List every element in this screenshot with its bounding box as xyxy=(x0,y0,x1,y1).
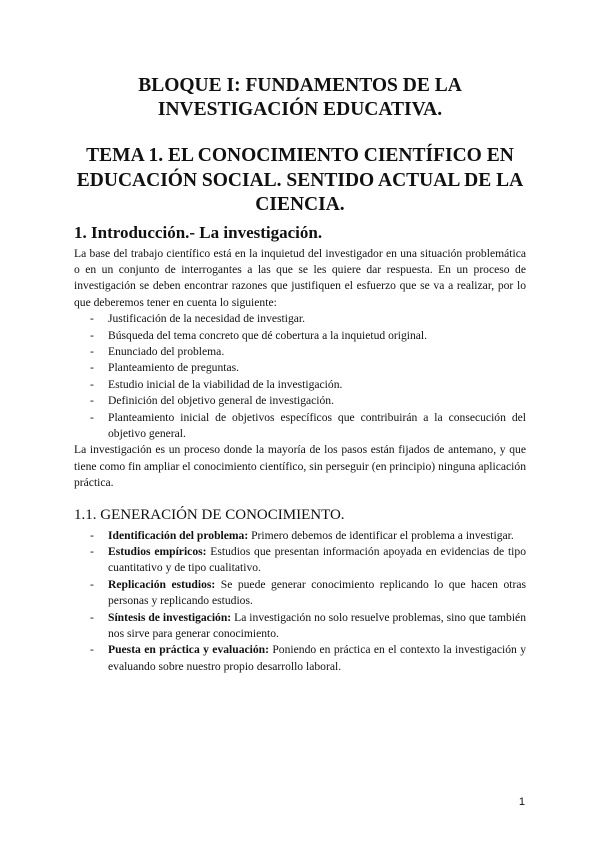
term-label: Estudios empíricos: xyxy=(108,545,207,558)
steps-list xyxy=(74,311,526,442)
tema-title-line-1: TEMA 1. EL CONOCIMIENTO CIENTÍFICO EN xyxy=(86,145,514,166)
term-description: Primero debemos de identificar el problema a investigar. xyxy=(248,528,514,542)
tema-title-line-3: CIENCIA. xyxy=(255,194,345,215)
list-item: - Planteamiento inicial de objetivos específicos que contribuirán a la consecución del objetivo general. xyxy=(74,410,526,443)
list-item xyxy=(74,528,526,544)
list-item xyxy=(74,642,526,675)
intro-paragraph: La base del trabajo científico está en la inquietud del investigador en una situación problemática o en un conjunto de interrogantes a las que se les quiere dar respuesta. En un proceso de investigación se deben encontrar razones que justifiquen el esfuerzo que se va a realizar, por lo que deberemos tener en cuenta lo siguiente: xyxy=(74,246,526,309)
term-description: Poniendo en práctica en el contexto la investigación y evaluando sobre nuestro propio desarrollo laboral. xyxy=(108,643,526,673)
knowledge-list xyxy=(74,528,526,676)
term-description: La investigación no solo resuelve problemas, sino que también nos sirve para generar conocimiento. xyxy=(108,610,526,641)
list-item: - Definición del objetivo general de investigación. xyxy=(74,393,526,409)
term-label: Identificación del problema: xyxy=(108,528,249,542)
closing-paragraph: La investigación es un proceso donde la mayoría de los pasos están fijados de antemano, y que tiene como fin ampliar el conocimiento científico, sin perseguir (en principio) ninguna aplicación práctica. xyxy=(74,443,526,490)
list-item: - Estudio inicial de la viabilidad de la investigación. xyxy=(74,377,526,393)
tema-title xyxy=(74,144,526,218)
list-item xyxy=(74,577,526,610)
list-item: - Enunciado del problema. xyxy=(74,344,526,360)
term-description: Estudios que presentan información apoyada en evidencias de tipo cuantitativo y de tipo cualitativo. xyxy=(108,545,526,575)
term-description: Se puede generar conocimiento replicando lo que hacen otras personas y replicando estudios. xyxy=(108,577,526,608)
section-heading-introduccion: 1. Introducción.- La investigación. xyxy=(74,222,323,242)
block-title-line-1: BLOQUE I: FUNDAMENTOS DE LA xyxy=(138,75,462,96)
term-label: Síntesis de investigación: xyxy=(108,610,232,624)
list-item: - Planteamiento de preguntas. xyxy=(74,360,526,376)
term-label: Replicación estudios: xyxy=(108,577,216,591)
tema-title-line-2: EDUCACIÓN SOCIAL. SENTIDO ACTUAL DE LA xyxy=(76,169,524,191)
block-title xyxy=(74,74,526,122)
list-item xyxy=(74,610,526,643)
list-item xyxy=(74,544,526,577)
page-number: 1 xyxy=(518,796,525,808)
list-item: - Justificación de la necesidad de investigar. xyxy=(74,311,526,327)
term-label: Puesta en práctica y evaluación: xyxy=(108,643,269,657)
section-heading-generacion: 1.1. GENERACIÓN DE CONOCIMIENTO. xyxy=(74,506,345,523)
block-title-line-2: INVESTIGACIÓN EDUCATIVA. xyxy=(157,99,443,120)
list-item: - Búsqueda del tema concreto que dé cobertura a la inquietud original. xyxy=(74,328,526,344)
document-page xyxy=(74,74,526,675)
